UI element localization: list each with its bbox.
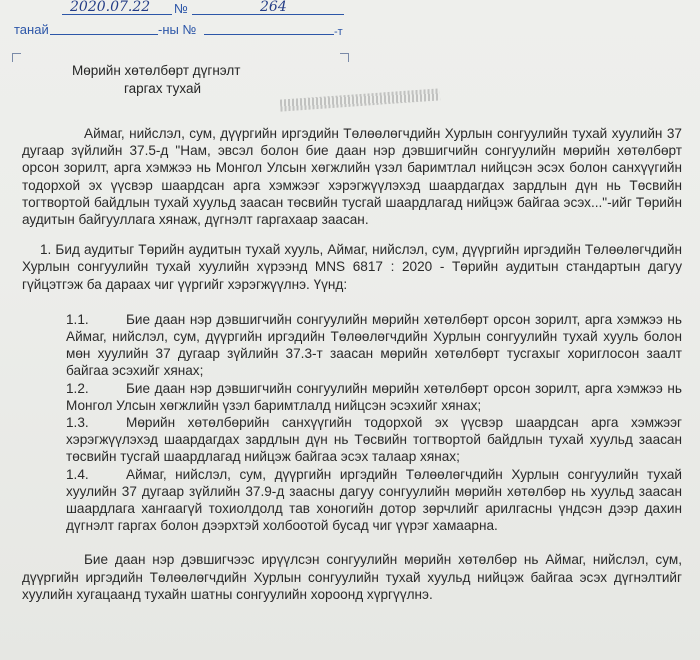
paragraph-1: 1. Бид аудитыг Төрийн аудитын тухай хууль, Аймаг, нийслэл, сум, дүүргийн иргэдийн Төлөөлөгчдийн Хурлын сонгуулийн тухай хуулийн хүрээнд MNS 6817 : 2020 - Төрийн аудитын стандартын дагуу гүйцэтгэж ба дараах чиг үүргийг хэрэгжүүлнэ. Үүнд: — [22, 242, 682, 292]
list-item-number: 1.1. — [66, 311, 89, 327]
address-corner-left — [12, 53, 21, 62]
title-line-1: Мөрийн хөтөлбөрт дүгнэлт — [72, 63, 241, 78]
t-label: -т — [334, 26, 343, 38]
list-item-text: Бие даан нэр дэвшигчийн сонгуулийн мөрийн хөтөлбөрт орсон зорилт, арга хэмжээ нь Монгол Улсын хөгжлийн үзэл баримтлалд нийцсэн эсэхийг хянах; — [66, 380, 682, 413]
header-line-recipient — [14, 22, 354, 38]
list-item-1-4 — [66, 466, 682, 535]
list-item-text: Мөрийн хөтөлбөрийн санхүүгийн тодорхой эх үүсвэр шаардсан арга хэмжээг хэрэгжүүлэхэд шаардагдах зардлын дүн нь Төсвийн тогтвортой байдлын тухай хуульд заасан төсвийн тусгай шаардлагад нийцэж байгаа эсэх талаар хянах; — [66, 415, 682, 465]
title-line-2: гаргах тухай — [124, 81, 202, 96]
document-title — [72, 62, 292, 98]
date-value: 2020.07.22 — [70, 0, 151, 15]
header-line-date — [14, 2, 354, 18]
ny-label: -ны № — [158, 22, 197, 37]
spacer — [22, 534, 682, 551]
number-value: 264 — [260, 0, 287, 15]
number-label: № — [174, 1, 188, 16]
address-corner-right — [340, 53, 349, 62]
list-item-number: 1.3. — [66, 415, 89, 431]
list-item-1-1 — [66, 311, 682, 380]
list-item-text: Аймаг, нийслэл, сум, дүүргийн иргэдийн Төлөөлөгчдийн Хурлын сонгуулийн тухай хуулийн 37 дугаар зүйлийн 37.9-д заасны дагуу сонгуулийн мөрийн хөтөлбөр нь хуульд заасан шаардлага хангаагүй тохиолдолд тав хоногийн дотор зөрчлийг арилгасны үндсэн дээр дахин дүгнэлт гаргах болон дээрхтэй холбоотой бусад чиг үүрэг хамаарна. — [66, 466, 682, 534]
faint-stamp-mark — [280, 88, 440, 111]
intro-paragraph: Аймаг, нийслэл, сум, дүүргийн иргэдийн Төлөөлөгчдийн Хурлын сонгуулийн тухай хуулийн 37 дугаар зүйлийн 37.5-д "Нам, эвсэл болон бие даан нэр дэвшигчийн сонгуулийн мөрийн хөтөлбөрт орсон зорилт, арга хэмжээ нь Монгол Улсын хөгжлийн үзэл баримтлал нийцсэн эсэх болон санхүүгийн тодорхой эх үүсвэр шаардсан арга хэмжээг хэрэгжүүлэхэд шаардагдах зардлын дүн нь Төсвийн тогтвортой байдлын тухай хуульд заасан төсвийн тусгай шаардлагад нийцэж байгаа эсэх..."-ийг Төрийн аудитын байгууллага хянаж, дүгнэлт гаргахаар заасан. — [22, 126, 682, 228]
list-item-number: 1.4. — [66, 466, 89, 482]
closing-paragraph: Бие даан нэр дэвшигчээс ирүүлсэн сонгуулийн мөрийн хөтөлбөр нь Аймаг, нийслэл, сум, дүүргийн иргэдийн Төлөөлөгчдийн Хурлын сонгуулийн тухай хуульд нийцэж байгаа эсэх дүгнэлтийг хуулийн хугацаанд тухайн шатны сонгуулийн хороонд хүргүүлнэ. — [22, 552, 682, 602]
letter-header — [14, 2, 354, 42]
list-item-number: 1.2. — [66, 380, 89, 396]
to-label: танай — [14, 22, 49, 37]
ny-underline — [204, 22, 334, 35]
list-item-text: Бие даан нэр дэвшигчийн сонгуулийн мөрийн хөтөлбөрт орсон зорилт, арга хэмжээ нь Аймаг, нийслэл, сум, дүүргийн иргэдийн Төлөөлөгчдийн Хурлын сонгуулийн тухай хууль болон мөн хуулийн 37 дугаар зүйлийн 37.3-т заасан мөрийн хөтөлбөрт тусгахыг хориглосон заалт байгаа эсэхийг хянах; — [66, 311, 682, 379]
list-item-1-3 — [66, 414, 682, 466]
list-item-1-2 — [66, 380, 682, 414]
document-body — [22, 125, 682, 616]
to-underline — [50, 22, 158, 35]
